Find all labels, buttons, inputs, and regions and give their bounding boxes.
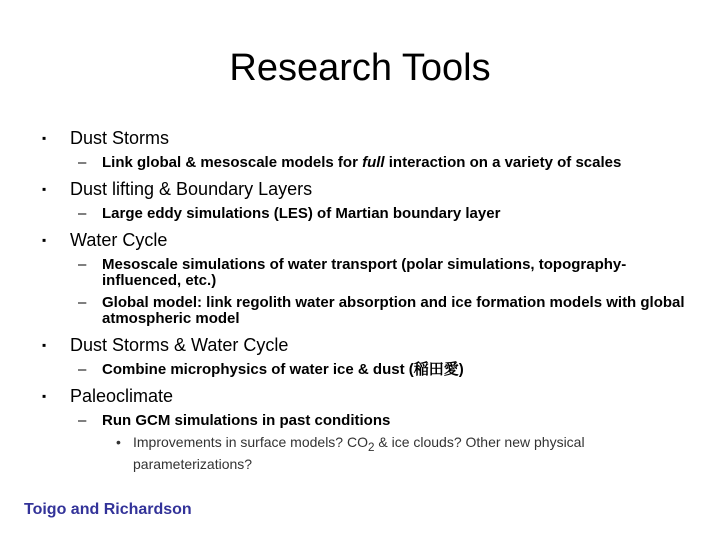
dash-bullet-icon: – [78, 154, 87, 171]
bullet-label: Dust Storms [70, 128, 170, 148]
dot-bullet-icon: • [116, 434, 121, 450]
square-bullet-icon: ▪ [42, 338, 47, 352]
bullet-water-cycle [0, 228, 720, 252]
sub-bullet-text: Large eddy simulations (LES) of Martian boundary layer [102, 205, 501, 222]
square-bullet-icon: ▪ [42, 389, 47, 403]
sub-bullet-global-model [0, 295, 720, 327]
sub-bullet-les [0, 206, 720, 222]
sub-bullet-text-pre: Link global & mesoscale models for [102, 154, 363, 171]
author-footer: Toigo and Richardson [24, 501, 192, 518]
slide-title: Research Tools [229, 47, 491, 89]
sub-bullet-text: Global model: link regolith water absorption and ice formation models with global atmospheric model [102, 294, 685, 327]
bullet-dust-lifting [0, 177, 720, 201]
bullet-label: Paleoclimate [70, 386, 174, 406]
bullet-dust-storms-water-cycle [0, 333, 720, 357]
square-bullet-icon: ▪ [42, 182, 47, 196]
sub-sub-bullet-improvements [0, 434, 720, 472]
bullet-label: Dust lifting & Boundary Layers [70, 179, 313, 199]
sub-bullet-microphysics [0, 362, 720, 378]
sub-bullet-gcm [0, 413, 720, 429]
sub-sub-text-pre: Improvements in surface models? CO [133, 434, 368, 450]
subscript-two: 2 [367, 440, 375, 454]
bullet-paleoclimate [0, 384, 720, 408]
sub-bullet-mesoscale [0, 257, 720, 289]
bullet-label: Water Cycle [70, 230, 168, 250]
bullet-label: Dust Storms & Water Cycle [70, 335, 289, 355]
dash-bullet-icon: – [78, 205, 87, 222]
bullet-dust-storms [0, 126, 720, 150]
sub-bullet-link-models [0, 155, 720, 171]
bullet-list [0, 126, 720, 472]
sub-bullet-text-post: interaction on a variety of scales [384, 154, 622, 171]
dash-bullet-icon: – [78, 294, 87, 311]
sub-sub-text-post: & ice clouds? Other new physical parameterizations? [133, 434, 585, 472]
square-bullet-icon: ▪ [42, 131, 47, 145]
dash-bullet-icon: – [78, 412, 87, 429]
sub-bullet-text: Combine microphysics of water ice & dust (稲田愛) [102, 361, 464, 378]
dash-bullet-icon: – [78, 361, 87, 378]
sub-bullet-text: Run GCM simulations in past conditions [102, 412, 391, 429]
square-bullet-icon: ▪ [42, 233, 47, 247]
sub-bullet-emphasis: full [362, 154, 385, 171]
sub-bullet-text: Mesoscale simulations of water transport (polar simulations, topography-influenced, etc.) [102, 256, 627, 289]
dash-bullet-icon: – [78, 256, 87, 273]
